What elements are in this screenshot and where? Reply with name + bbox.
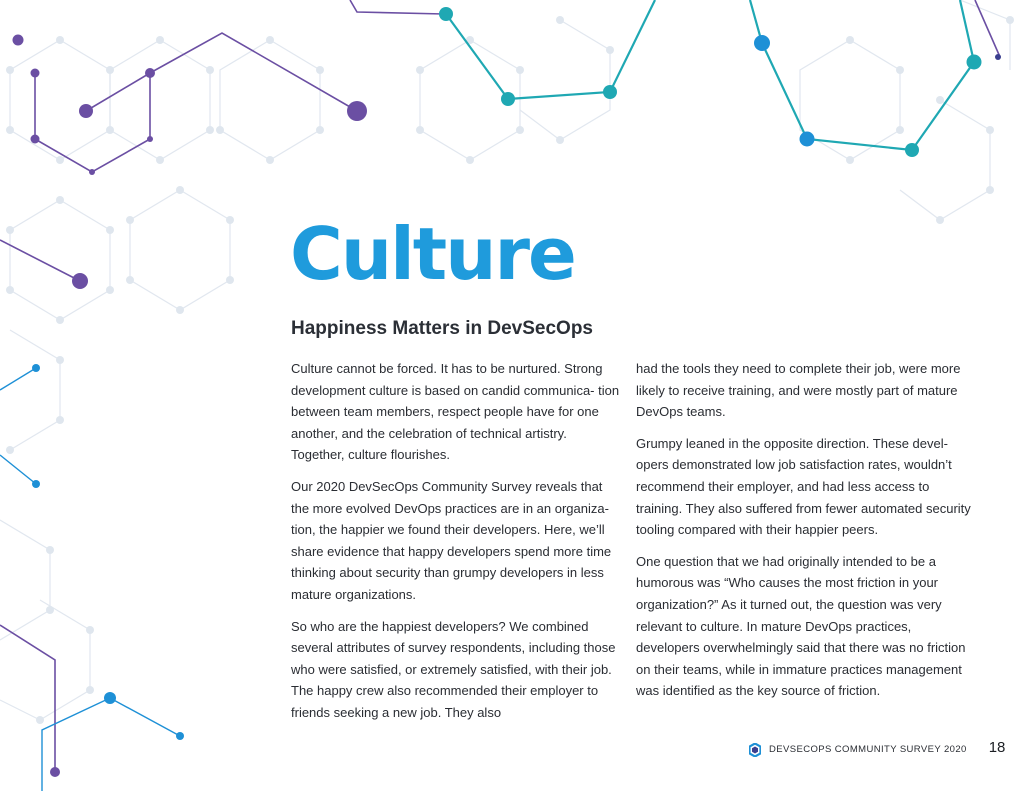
footer-label: DEVSECOPS COMMUNITY SURVEY 2020 [769, 744, 967, 755]
paragraph: Culture cannot be forced. It has to be nurtured. Strong development culture is based on candid communica- tion between team members, respect people have for one another, and the celebration of technical artistry. Together, culture flourishes. [291, 361, 620, 463]
section-subtitle: Happiness Matters in DevSecOps [291, 318, 593, 339]
right-text-column [636, 358, 971, 712]
hexagon-logo-icon [749, 743, 761, 757]
page-number: 18 [988, 739, 1006, 756]
paragraph: One question that we had originally intended to be a humorous was “Who causes the most friction in your organization?” As it turned out, the question was very relevant to culture. In mature DevOps practices, developers overwhelmingly said that there was no friction on their teams, while in immature practices management was identified as the key source of friction. [636, 553, 966, 699]
page-footer [749, 741, 1005, 758]
paragraph: Grumpy leaned in the opposite direction. These devel- opers demonstrated low job satisfaction rates, wouldn’t recommend their employer, and had less access to training. They also suffered from fewer automated security tooling compared with their happier peers. [636, 435, 971, 538]
paragraph: So who are the happiest developers? We combined several attributes of survey respondents, including those who were satisfied, or extremely satisfied, with their job. The happy crew also recommended their employer to friends seeking a new job. They also [291, 618, 616, 720]
paragraph: had the tools they need to complete their job, were more likely to receive training, and were mostly part of mature DevOps teams. [636, 361, 961, 420]
paragraph: Our 2020 DevSecOps Community Survey reveals that the more evolved DevOps practices are in an organiza- tion, the happier we found their developers. Here, we’ll share evidence that happy developers spend more time thinking about security than grumpy developers in less mature organizations. [291, 478, 612, 602]
left-text-column [291, 358, 621, 734]
page-title: Culture [290, 212, 575, 296]
